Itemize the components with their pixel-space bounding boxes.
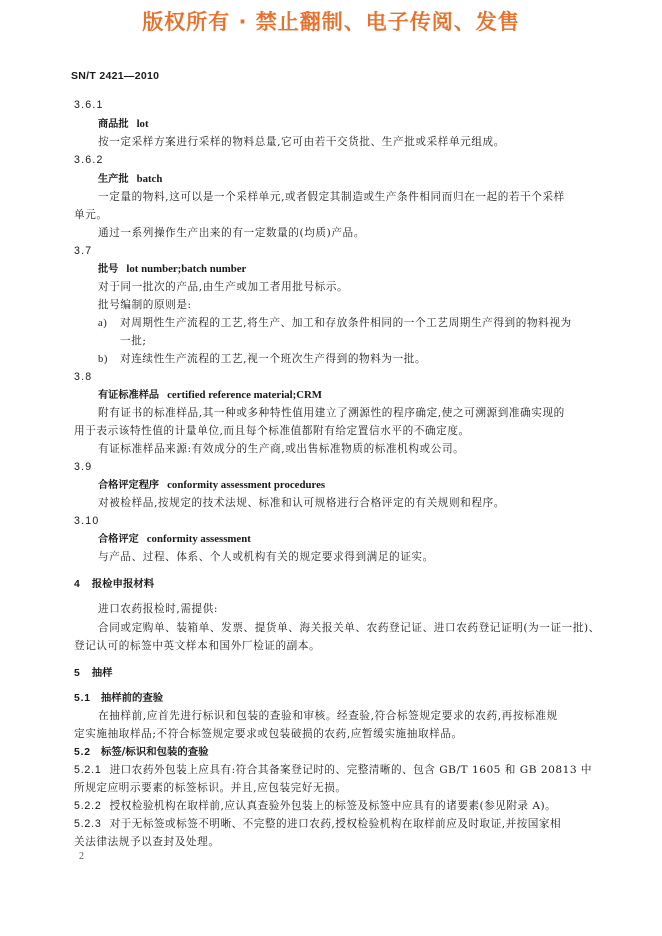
subsection-heading — [74, 692, 163, 705]
section-title: 报检申报材料 — [91, 578, 155, 590]
section-heading — [74, 578, 154, 591]
term-heading — [98, 263, 246, 276]
paragraph-text: 所规定应明示要素的标签标识。并且,应包装完好无损。 — [74, 782, 347, 794]
definition-text: 对于同一批次的产品,由生产或加工者用批号标示。 — [98, 281, 349, 293]
paragraph-text: 关法律法规予以查封及处理。 — [74, 836, 220, 848]
term-en: certified reference material;CRM — [167, 389, 322, 401]
subsection-number: 5.2 — [74, 747, 91, 758]
definition-text: 单元。 — [74, 209, 108, 221]
paragraph-text: 对于无标签或标签不明晰、不完整的进口农药,授权检验机构在取样前应及时取证,并按国家相 — [109, 818, 562, 830]
term-zh: 生产批 — [98, 174, 129, 185]
note-text: 有证标准样品来源:有效成分的生产商,或出售标准物质的标准机构或公司。 — [98, 443, 465, 455]
paragraph-number: 5.2.2 — [74, 800, 102, 812]
paragraph-number: 5.2.1 — [74, 764, 102, 776]
paragraph-text: 进口农药报检时,需提供: — [98, 603, 219, 615]
list-marker: a) — [98, 318, 108, 329]
section-number: 4 — [74, 579, 80, 590]
note-text: 通过一系列操作生产出来的有一定数量的(均质)产品。 — [98, 227, 365, 239]
term-heading — [98, 389, 322, 402]
list-text: 对周期性生产流程的工艺,将生产、加工和存放条件相同的一个工艺周期生产得到的物料视为 — [120, 317, 572, 329]
section-title: 抽样 — [91, 667, 113, 679]
term-en: conformity assessment procedures — [167, 479, 326, 491]
clause-number: 3.6.1 — [74, 99, 104, 111]
numbered-paragraph — [74, 764, 592, 777]
paragraph-text: 定实施抽取样品;不符合标签规定要求或包装破损的农药,应暂缓实施抽取样品。 — [74, 728, 463, 740]
paragraph-number: 5.2.3 — [74, 818, 102, 830]
term-en: lot — [136, 118, 149, 130]
numbered-paragraph — [74, 800, 556, 813]
clause-number: 3.6.2 — [74, 154, 104, 166]
term-zh: 商品批 — [98, 119, 129, 130]
term-zh: 有证标准样品 — [98, 390, 160, 401]
paragraph-text: 授权检验机构在取样前,应认真查验外包装上的标签及标签中应具有的诸要素(参见附录 A)。 — [109, 800, 557, 812]
term-en: lot number;batch number — [126, 263, 247, 275]
term-heading — [98, 173, 162, 186]
definition-text: 与产品、过程、体系、个人或机构有关的规定要求得到满足的证实。 — [98, 551, 434, 563]
clause-number: 3.10 — [74, 515, 100, 527]
section-heading — [74, 667, 113, 680]
subsection-title: 标签/标识和包装的查验 — [100, 746, 209, 758]
term-heading — [98, 533, 251, 546]
subsection-number: 5.1 — [74, 693, 91, 704]
section-number: 5 — [74, 668, 80, 679]
numbered-paragraph — [74, 818, 561, 831]
term-en: conformity assessment — [146, 533, 251, 545]
list-item — [98, 317, 572, 330]
subsection-title: 抽样前的查验 — [100, 692, 164, 704]
term-zh: 合格评定 — [98, 534, 139, 545]
paragraph-text: 在抽样前,应首先进行标识和包装的查验和审核。经查验,符合标签规定要求的农药,再按标准规 — [98, 710, 558, 722]
term-en: batch — [136, 173, 163, 185]
clause-number: 3.8 — [74, 371, 93, 383]
definition-text: 用于表示该特性值的计量单位,而且每个标准值都附有给定置信水平的不确定度。 — [74, 425, 470, 437]
definition-text: 对被检样品,按规定的技术法规、标准和认可规格进行合格评定的有关规则和程序。 — [98, 497, 505, 509]
list-marker: b) — [98, 354, 109, 365]
term-zh: 合格评定程序 — [98, 480, 160, 491]
paragraph-text: 合同或定购单、装箱单、发票、提货单、海关报关单、农药登记证、进口农药登记证明(为一证一批)、 — [98, 622, 600, 634]
list-item — [98, 353, 426, 366]
term-heading — [98, 118, 149, 131]
definition-text: 一定量的物料,这可以是一个采样单元,或者假定其制造或生产条件相同而归在一起的若干个采样 — [98, 191, 565, 203]
standard-code: SN/T 2421—2010 — [71, 70, 160, 82]
paragraph-text: 登记认可的标签中英文样本和国外厂检证的副本。 — [74, 640, 321, 652]
definition-text: 附有证书的标准样品,其一种或多种特性值用建立了溯源性的程序确定,使之可溯源到准确实现的 — [98, 407, 565, 419]
page-number: 2 — [79, 851, 84, 862]
list-text: 对连续性生产流程的工艺,视一个班次生产得到的物料为一批。 — [120, 353, 427, 365]
clause-number: 3.7 — [74, 245, 93, 257]
list-text: 一批; — [120, 335, 147, 347]
paragraph-text: 进口农药外包装上应具有:符合其备案登记时的、完整清晰的、包含 GB/T 1605 和 GB 20813 中 — [109, 764, 593, 776]
clause-number: 3.9 — [74, 461, 93, 473]
principle-intro: 批号编制的原则是: — [98, 299, 192, 311]
copyright-watermark: 版权所有 · 禁止翻制、电子传阅、发售 — [142, 10, 520, 34]
term-heading — [98, 479, 325, 492]
definition-text: 按一定采样方案进行采样的物料总量,它可由若干交货批、生产批或采样单元组成。 — [98, 136, 505, 148]
subsection-heading — [74, 746, 209, 759]
term-zh: 批号 — [98, 264, 119, 275]
